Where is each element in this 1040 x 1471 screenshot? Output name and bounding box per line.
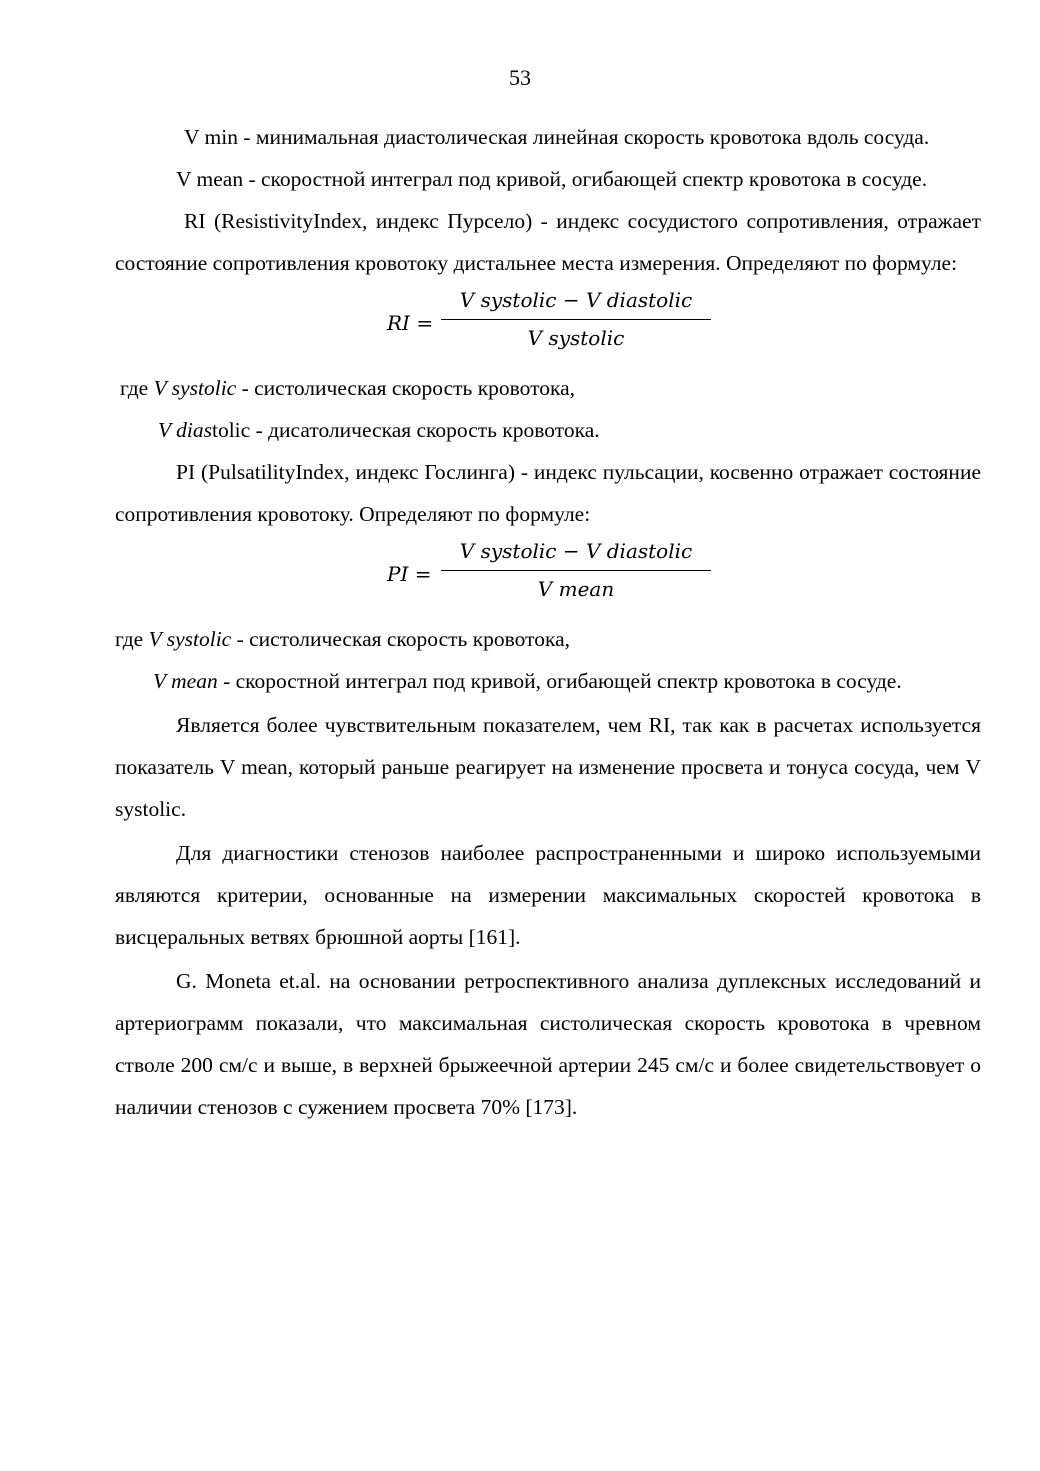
page-number: 53	[509, 65, 531, 90]
term-tolic: tolic	[211, 418, 251, 442]
term-v-systolic: V systolic	[153, 376, 237, 400]
paragraph-pi: PI (PulsatilityIndex, индекс Гослинга) - индекс пульсации, косвенно отражает состояние сопротивления кровотоку. Определяют по формуле:	[115, 460, 981, 526]
formula-pi-fraction	[441, 534, 711, 607]
formula-ri-numerator: V systolic − V diastolic	[459, 288, 693, 312]
formula-pi-numerator: V systolic − V diastolic	[459, 539, 693, 563]
formula-ri-fraction	[441, 283, 711, 356]
definition-text: - систолическая скорость кровотока,	[231, 627, 571, 651]
formula-pi-denominator: V mean	[537, 577, 615, 601]
term-v-mean: V mean	[153, 669, 218, 693]
where-prefix: где	[120, 376, 154, 400]
where-ri-systolic	[115, 367, 981, 409]
paragraph-ri: RI (ResistivityIndex, индекс Пурсело) - индекс сосудистого сопротивления, отражает состояние сопротивления кровотоку дистальнее места измерения. Определяют по формуле:	[115, 209, 981, 275]
formula-pi-lhs: PI =	[387, 562, 432, 586]
term-v-systolic: V systolic	[148, 627, 232, 651]
where-prefix: где	[115, 627, 149, 651]
formula-pi	[115, 534, 981, 618]
where-pi-mean	[115, 660, 981, 702]
page-content	[115, 116, 981, 1128]
term-v-dias: V dias	[158, 418, 212, 442]
paragraph-vmin: V min - минимальная диастолическая линейная скорость кровотока вдоль сосуда.	[184, 125, 930, 149]
where-pi-systolic	[115, 618, 981, 660]
definition-text: - скоростной интеграл под кривой, огибающей спектр кровотока в сосуде.	[217, 669, 902, 693]
formula-ri-lhs: RI =	[387, 311, 434, 335]
formula-ri	[115, 283, 981, 367]
paragraph-moneta: G. Moneta et.al. на основании ретроспективного анализа дуплексных исследований и артериограмм показали, что максимальная систолическая скорость кровотока в чревном стволе 200 см/с и выше, в верхней брыжеечной артерии 245 см/с и более свидетельствовует о наличии стенозов с сужением просвета 70% [173].	[115, 969, 981, 1119]
definition-text: - дисатолическая скорость кровотока.	[250, 418, 600, 442]
definition-text: - систолическая скорость кровотока,	[236, 376, 576, 400]
paragraph-sensitivity: Является более чувствительным показателем, чем RI, так как в расчетах используется показатель V mean, который раньше реагирует на изменение просвета и тонуса сосуда, чем V systolic.	[115, 713, 981, 821]
where-ri-diastolic	[115, 409, 981, 451]
paragraph-vmean: V mean - скоростной интеграл под кривой, огибающей спектр кровотока в сосуде.	[176, 167, 928, 191]
formula-ri-denominator: V systolic	[527, 326, 625, 350]
paragraph-diagnostics: Для диагностики стенозов наиболее распространенными и широко используемыми являются критерии, основанные на измерении максимальных скоростей кровотока в висцеральных ветвях брюшной аорты [161].	[115, 841, 981, 949]
